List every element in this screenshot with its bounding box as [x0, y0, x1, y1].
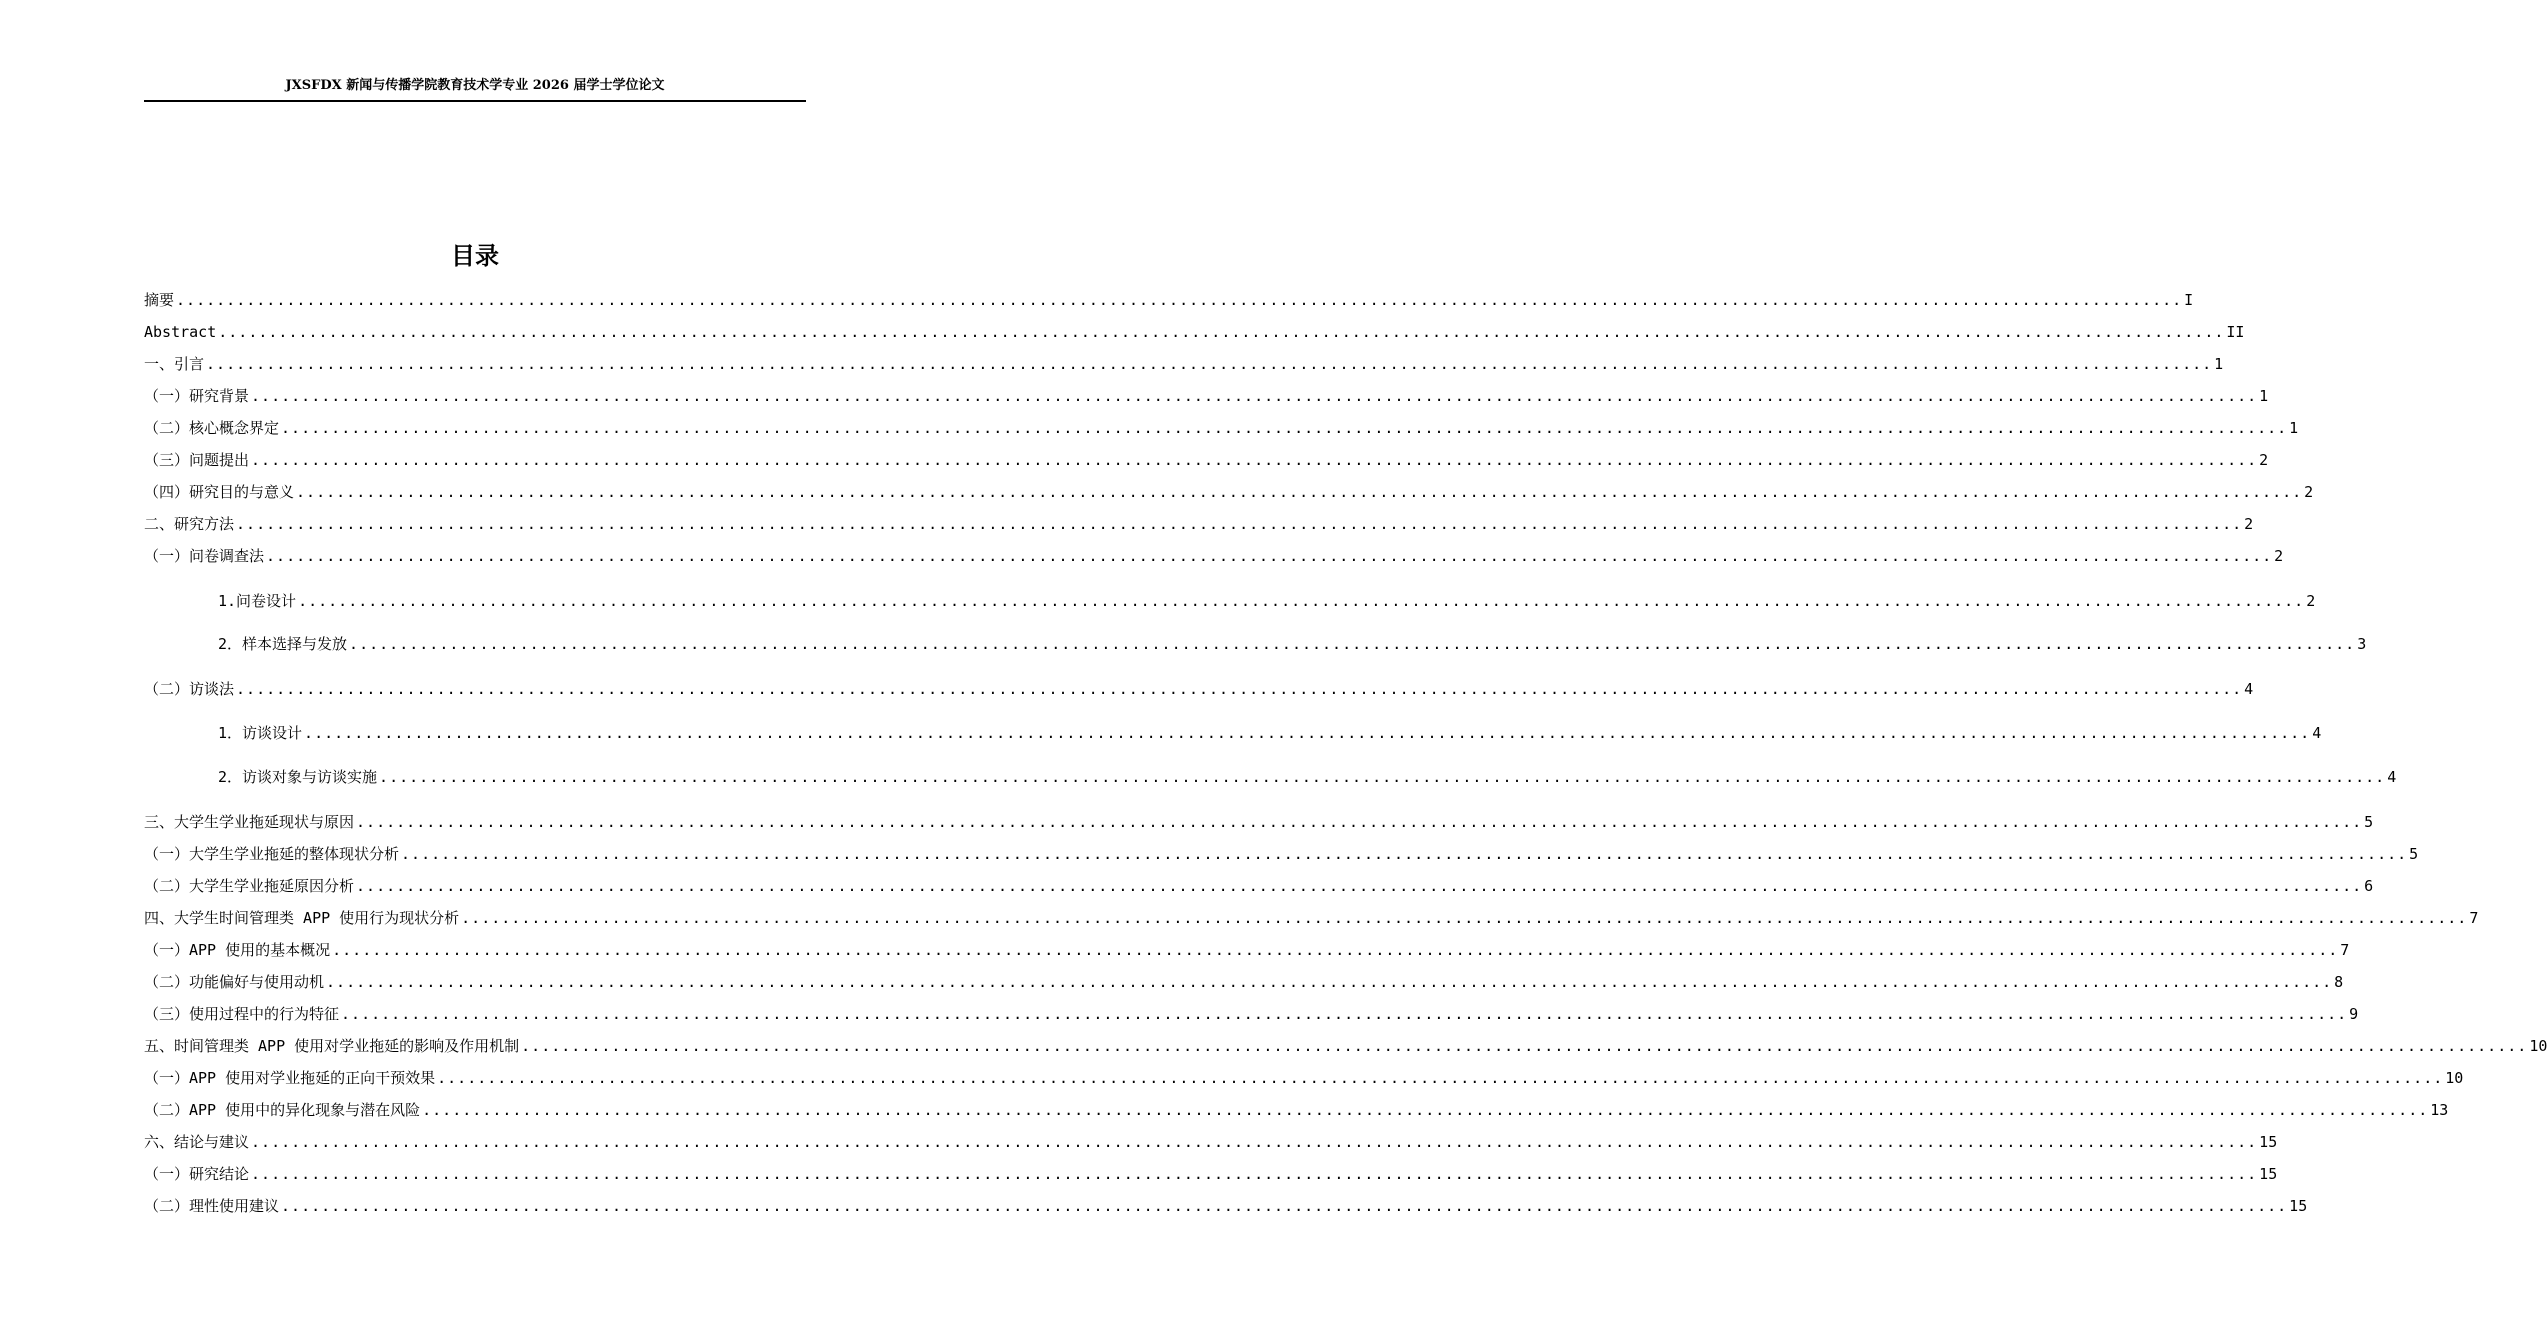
toc-entry-page-number: 8: [2334, 973, 2344, 991]
toc-entry-label: （二）功能偏好与使用动机: [144, 973, 325, 991]
toc-entry-page-number: 1: [2259, 387, 2269, 405]
toc-entry-label: 1．访谈设计: [218, 724, 303, 742]
toc-entry-label: （一）研究结论: [144, 1165, 250, 1183]
toc-entry-page-number: 1: [2289, 419, 2299, 437]
toc-entry-page-number: 4: [2312, 724, 2322, 742]
toc-entry-page-number: 7: [2469, 909, 2479, 927]
toc-dot-leader: ........................................................................................................................................................................................................: [401, 845, 2408, 863]
toc-entry[interactable]: [144, 1130, 2278, 1154]
toc-entry-page-number: 10: [2445, 1069, 2464, 1087]
toc-entry[interactable]: [144, 938, 2350, 962]
running-header: JXSFDX 新闻与传播学院教育技术学专业 2026 届学士学位论文: [285, 78, 665, 93]
toc-entry[interactable]: [218, 589, 2316, 613]
toc-entry-label: （三）使用过程中的行为特征: [144, 1005, 340, 1023]
toc-entry-label: 二、研究方法: [144, 515, 235, 533]
toc-dot-leader: ........................................................................................................................................................................................................: [332, 941, 2339, 959]
toc-entry[interactable]: [144, 1098, 2449, 1122]
toc-entry-label: 摘要: [144, 291, 175, 309]
toc-entry-label: （二）理性使用建议: [144, 1197, 280, 1215]
toc-entry-label: 2．样本选择与发放: [218, 635, 348, 653]
toc-entry-page-number: 4: [2387, 768, 2397, 786]
toc-entry[interactable]: [144, 874, 2374, 898]
toc-entry-page-number: 3: [2357, 635, 2367, 653]
toc-entry-page-number: 2: [2274, 547, 2284, 565]
toc-entry-page-number: 2: [2304, 483, 2314, 501]
toc-entry-page-number: 2: [2244, 515, 2254, 533]
toc-entry-page-number: 4: [2244, 680, 2254, 698]
toc-dot-leader: ........................................................................................................................................................................................................: [521, 1037, 2528, 1055]
toc-entry-page-number: 5: [2409, 845, 2419, 863]
toc-entry-label: 三、大学生学业拖延现状与原因: [144, 813, 355, 831]
toc-entry[interactable]: [144, 320, 2245, 344]
toc-entry[interactable]: [218, 632, 2367, 656]
toc-entry[interactable]: [144, 416, 2299, 440]
toc-title: 目录: [451, 242, 499, 270]
toc-entry-label: 1.问卷设计: [218, 592, 297, 610]
toc-entry[interactable]: [218, 765, 2397, 789]
toc-entry-label: （二）访谈法: [144, 680, 235, 698]
toc-entry-page-number: 5: [2364, 813, 2374, 831]
toc-entry-label: 2．访谈对象与访谈实施: [218, 768, 378, 786]
toc-entry-page-number: I: [2184, 291, 2194, 309]
toc-entry[interactable]: [144, 448, 2269, 472]
toc-dot-leader: ........................................................................................................................................................................................................: [298, 592, 2305, 610]
toc-entry-label: （一）APP 使用对学业拖延的正向干预效果: [144, 1069, 436, 1087]
toc-entry[interactable]: [144, 480, 2314, 504]
toc-entry[interactable]: [144, 1066, 2464, 1090]
toc-entry-page-number: 2: [2306, 592, 2316, 610]
toc-entry-page-number: 7: [2340, 941, 2350, 959]
toc-entry[interactable]: [144, 842, 2419, 866]
toc-entry-page-number: 9: [2349, 1005, 2359, 1023]
toc-entry-label: （一）问卷调查法: [144, 547, 265, 565]
toc-dot-leader: ........................................................................................................................................................................................................: [422, 1101, 2429, 1119]
toc-entry[interactable]: [144, 677, 2254, 701]
toc-entry-page-number: 15: [2259, 1165, 2278, 1183]
toc-entry-page-number: 13: [2430, 1101, 2449, 1119]
toc-dot-leader: ........................................................................................................................................................................................................: [379, 768, 2386, 786]
toc-entry-page-number: 1: [2214, 355, 2224, 373]
toc-entry[interactable]: [144, 512, 2254, 536]
toc-dot-leader: ........................................................................................................................................................................................................: [296, 483, 2303, 501]
toc-dot-leader: ........................................................................................................................................................................................................: [304, 724, 2311, 742]
toc-entry-label: （三）问题提出: [144, 451, 250, 469]
toc-dot-leader: ........................................................................................................................................................................................................: [461, 909, 2468, 927]
toc-entry-label: （一）APP 使用的基本概况: [144, 941, 331, 959]
toc-dot-leader: ........................................................................................................................................................................................................: [341, 1005, 2348, 1023]
toc-dot-leader: ........................................................................................................................................................................................................: [251, 451, 2258, 469]
toc-dot-leader: ........................................................................................................................................................................................................: [281, 419, 2288, 437]
toc-dot-leader: ........................................................................................................................................................................................................: [251, 1133, 2258, 1151]
toc-entry-page-number: 15: [2289, 1197, 2308, 1215]
toc-entry-label: 一、引言: [144, 355, 205, 373]
toc-dot-leader: ........................................................................................................................................................................................................: [218, 323, 2225, 341]
toc-entry[interactable]: [144, 906, 2479, 930]
toc-dot-leader: ........................................................................................................................................................................................................: [266, 547, 2273, 565]
toc-dot-leader: ........................................................................................................................................................................................................: [236, 680, 2243, 698]
toc-dot-leader: ........................................................................................................................................................................................................: [251, 387, 2258, 405]
toc-entry[interactable]: [144, 1034, 2547, 1058]
toc-entry-page-number: 2: [2259, 451, 2269, 469]
toc-entry[interactable]: [218, 721, 2322, 745]
toc-entry-label: （四）研究目的与意义: [144, 483, 295, 501]
toc-entry[interactable]: [144, 288, 2194, 312]
toc-dot-leader: ........................................................................................................................................................................................................: [356, 877, 2363, 895]
toc-dot-leader: ........................................................................................................................................................................................................: [437, 1069, 2444, 1087]
toc-entry[interactable]: [144, 384, 2269, 408]
toc-entry-page-number: 6: [2364, 877, 2374, 895]
toc-dot-leader: ........................................................................................................................................................................................................: [356, 813, 2363, 831]
toc-entry-label: （一）大学生学业拖延的整体现状分析: [144, 845, 400, 863]
toc-entry[interactable]: [144, 970, 2344, 994]
toc-dot-leader: ........................................................................................................................................................................................................: [251, 1165, 2258, 1183]
toc-dot-leader: ........................................................................................................................................................................................................: [326, 973, 2333, 991]
toc-entry-label: 六、结论与建议: [144, 1133, 250, 1151]
toc-entry[interactable]: [144, 1194, 2308, 1218]
toc-entry-page-number: 15: [2259, 1133, 2278, 1151]
toc-entry-page-number: II: [2226, 323, 2245, 341]
toc-entry-label: （二）核心概念界定: [144, 419, 280, 437]
toc-dot-leader: ........................................................................................................................................................................................................: [349, 635, 2356, 653]
toc-entry-label: （一）研究背景: [144, 387, 250, 405]
toc-entry-page-number: 10: [2529, 1037, 2547, 1055]
toc-entry[interactable]: [144, 1162, 2278, 1186]
toc-entry[interactable]: [144, 1002, 2359, 1026]
toc-entry[interactable]: [144, 544, 2284, 568]
toc-dot-leader: ........................................................................................................................................................................................................: [176, 291, 2183, 309]
toc-entry[interactable]: [144, 352, 2224, 376]
toc-entry-label: 四、大学生时间管理类 APP 使用行为现状分析: [144, 909, 460, 927]
toc-entry[interactable]: [144, 810, 2374, 834]
toc-entry-label: （二）APP 使用中的异化现象与潜在风险: [144, 1101, 421, 1119]
toc-dot-leader: ........................................................................................................................................................................................................: [236, 515, 2243, 533]
toc-entry-label: （二）大学生学业拖延原因分析: [144, 877, 355, 895]
toc-dot-leader: ........................................................................................................................................................................................................: [206, 355, 2213, 373]
toc-entry-label: 五、时间管理类 APP 使用对学业拖延的影响及作用机制: [144, 1037, 520, 1055]
toc-dot-leader: ........................................................................................................................................................................................................: [281, 1197, 2288, 1215]
toc-entry-label: Abstract: [144, 323, 217, 341]
